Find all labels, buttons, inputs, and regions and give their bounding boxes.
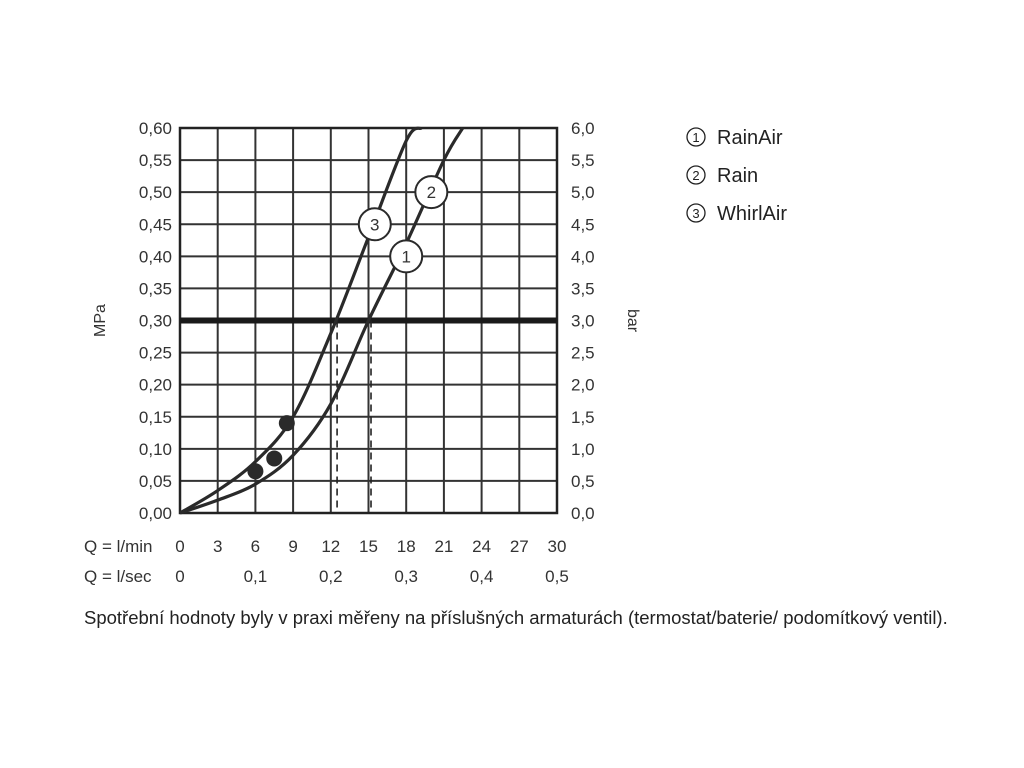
x-tick-lps: 0 <box>175 567 185 586</box>
marker-dot-rainair <box>266 450 282 466</box>
left-tick-label: 0,55 <box>138 151 172 171</box>
right-tick-label: 4,0 <box>571 247 595 267</box>
legend-number: 3 <box>692 206 700 221</box>
x-tick-lpm: 3 <box>212 537 223 556</box>
right-tick-label: 4,5 <box>571 215 595 235</box>
x-tick-lpm: 30 <box>547 537 567 556</box>
x-tick-lps: 0,3 <box>394 567 419 586</box>
x-tick-lps: 0,4 <box>469 567 494 586</box>
left-tick-label: 0,05 <box>138 471 172 491</box>
x-tick-lps: 0,5 <box>545 567 569 586</box>
left-tick-label: 0,35 <box>138 279 172 299</box>
legend-number: 1 <box>692 130 700 145</box>
right-tick-label: 1,5 <box>571 407 595 427</box>
left-tick-label: 0,25 <box>138 343 172 363</box>
right-tick-label: 2,5 <box>571 343 595 363</box>
right-axis-title: bar <box>624 308 641 333</box>
right-tick-label: 2,0 <box>571 375 595 395</box>
x-tick-lpm: 12 <box>321 537 341 556</box>
right-tick-label: 0,5 <box>571 471 595 491</box>
x-tick-lpm: 0 <box>175 537 185 556</box>
curve-label-number-2: 2 <box>426 183 437 203</box>
left-tick-label: 0,60 <box>138 119 172 138</box>
x-tick-lpm: 27 <box>509 537 529 556</box>
legend-label: Rain <box>717 165 759 187</box>
marker-dot-whirlair <box>279 415 295 431</box>
right-tick-label: 3,0 <box>571 311 595 331</box>
x-tick-lpm: 9 <box>288 537 298 556</box>
marker-dot-rain <box>247 463 263 479</box>
right-tick-label: 5,5 <box>571 151 595 171</box>
legend-label: RainAir <box>717 127 783 149</box>
left-tick-label: 0,00 <box>138 504 172 523</box>
left-tick-label: 0,15 <box>138 407 172 427</box>
legend-label: WhirlAir <box>717 203 787 225</box>
legend-number: 2 <box>692 168 700 183</box>
x-tick-lpm: 21 <box>434 537 454 556</box>
right-tick-label: 5,0 <box>571 183 595 203</box>
x-tick-lps: 0,1 <box>243 567 268 586</box>
right-tick-label: 3,5 <box>571 279 595 299</box>
x-tick-lps: 0,2 <box>318 567 343 586</box>
left-tick-label: 0,50 <box>138 183 172 203</box>
left-tick-label: 0,40 <box>138 247 172 267</box>
x-tick-lpm: 6 <box>250 537 261 556</box>
left-axis-title: MPa <box>92 304 109 337</box>
left-tick-label: 0,20 <box>138 375 172 395</box>
caption-text: Spotřební hodnoty byly v praxi měřeny na příslušných armaturách (termostat/baterie/ podomítkový ventil). <box>84 607 948 628</box>
x-tick-lpm: 24 <box>472 537 492 556</box>
x-axis-row1-label: Q = l/min <box>84 537 153 556</box>
curve-label-number-1: 1 <box>401 247 411 267</box>
right-tick-label: 6,0 <box>571 119 595 138</box>
x-axis-row2-label: Q = l/sec <box>84 567 152 586</box>
right-tick-label: 1,0 <box>571 439 595 459</box>
left-tick-label: 0,10 <box>138 439 172 459</box>
left-tick-label: 0,45 <box>138 215 172 235</box>
curve-label-number-3: 3 <box>370 215 380 235</box>
left-tick-label: 0,30 <box>138 311 172 331</box>
x-tick-lpm: 18 <box>396 537 416 556</box>
right-tick-label: 0,0 <box>571 504 595 523</box>
legend <box>687 127 787 225</box>
x-tick-lpm: 15 <box>359 537 378 556</box>
